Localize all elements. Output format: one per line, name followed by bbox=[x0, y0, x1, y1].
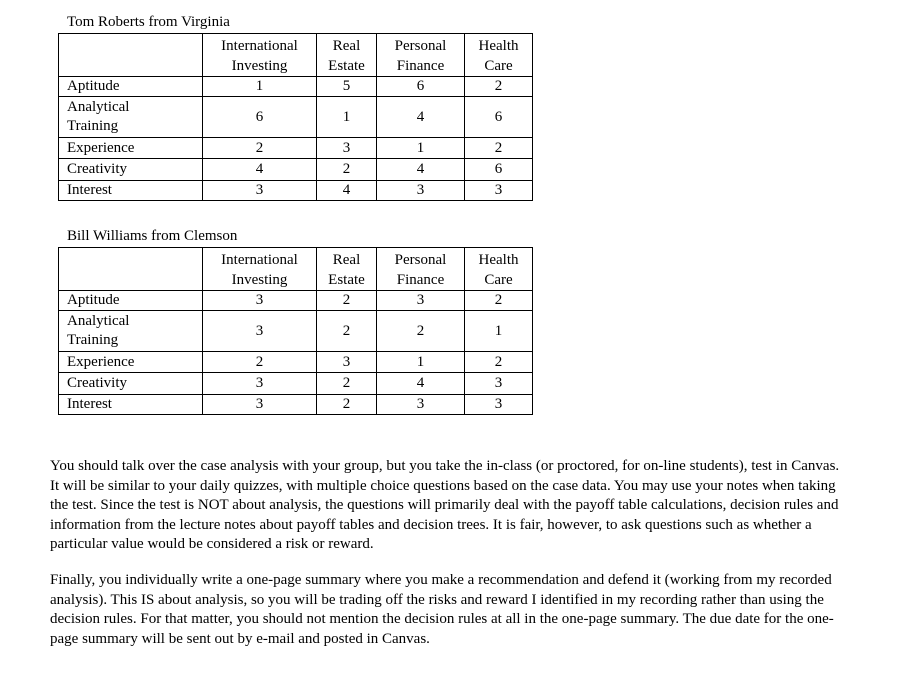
table-cell: 4 bbox=[377, 159, 465, 181]
table-cell: 3 bbox=[203, 181, 317, 201]
col-header-personal-finance: Personal Finance bbox=[377, 248, 465, 291]
table-cell: 6 bbox=[465, 97, 533, 138]
col-header-real-estate: Real Estate bbox=[317, 248, 377, 291]
table-cell: 2 bbox=[465, 77, 533, 97]
table-cell: 3 bbox=[465, 395, 533, 415]
row-label-creativity: Creativity bbox=[59, 159, 203, 181]
table-cell: 3 bbox=[377, 291, 465, 311]
instructions-paragraph-summary: Finally, you individually write a one-page summary where you make a recommendation and defend it (working from my recorded analysis). This IS about analysis, so you will be trading off the risks and reward I identified in my recording rather than using the decision rules. For that matter, you should not mention the decision rules at all in the one-page summary. The due date for the one-page summary will be sent out by e-mail and posted in Canvas. bbox=[50, 572, 834, 647]
col-header-international-investing: International Investing bbox=[203, 34, 317, 77]
col-header-personal-finance: Personal Finance bbox=[377, 34, 465, 77]
table-cell: 2 bbox=[317, 291, 377, 311]
row-label-experience: Experience bbox=[59, 138, 203, 159]
table-cell: 4 bbox=[203, 159, 317, 181]
table-cell: 3 bbox=[317, 352, 377, 373]
table-row bbox=[59, 181, 533, 201]
table-cell: 3 bbox=[203, 395, 317, 415]
table-cell: 2 bbox=[317, 159, 377, 181]
table2-caption: Bill Williams from Clemson bbox=[67, 228, 238, 244]
table-cell: 3 bbox=[465, 373, 533, 395]
row-label-aptitude: Aptitude bbox=[59, 291, 203, 311]
corner-cell bbox=[59, 34, 203, 77]
table-cell: 1 bbox=[377, 352, 465, 373]
table-cell: 3 bbox=[377, 395, 465, 415]
table1-caption: Tom Roberts from Virginia bbox=[67, 14, 230, 30]
table-cell: 3 bbox=[203, 291, 317, 311]
row-label-aptitude: Aptitude bbox=[59, 77, 203, 97]
table-cell: 3 bbox=[203, 311, 317, 352]
table-cell: 1 bbox=[317, 97, 377, 138]
instructions-paragraph-test: You should talk over the case analysis with your group, but you take the in-class (or proctored, for on-line students), test in Canvas. It will be similar to your daily quizzes, with multiple choice questions based on the case data. You may use your notes when taking the test. Since the test is NOT about analysis, the questions will primarily deal with the payoff table calculations, decision rules and information from the lecture notes about payoff tables and decision trees. It is fair, however, to ask questions such as whether a particular value would be considered a risk or reward. bbox=[50, 458, 840, 552]
table-row bbox=[59, 138, 533, 159]
table-cell: 2 bbox=[317, 311, 377, 352]
table-row bbox=[59, 395, 533, 415]
table-cell: 3 bbox=[203, 373, 317, 395]
table-cell: 2 bbox=[465, 138, 533, 159]
row-label-analytical-training: Analytical Training bbox=[59, 97, 203, 138]
table-cell: 4 bbox=[377, 373, 465, 395]
col-header-international-investing: International Investing bbox=[203, 248, 317, 291]
table-row bbox=[59, 373, 533, 395]
table-cell: 2 bbox=[203, 352, 317, 373]
table-cell: 1 bbox=[203, 77, 317, 97]
table-row bbox=[59, 291, 533, 311]
table-cell: 4 bbox=[317, 181, 377, 201]
table-cell: 2 bbox=[317, 373, 377, 395]
row-label-experience: Experience bbox=[59, 352, 203, 373]
payoff-table-tom bbox=[58, 33, 533, 201]
table-cell: 3 bbox=[377, 181, 465, 201]
table-cell: 2 bbox=[203, 138, 317, 159]
row-label-creativity: Creativity bbox=[59, 373, 203, 395]
table-row bbox=[59, 311, 533, 352]
table-cell: 2 bbox=[465, 291, 533, 311]
table-cell: 2 bbox=[465, 352, 533, 373]
table-cell: 6 bbox=[465, 159, 533, 181]
table-row bbox=[59, 97, 533, 138]
payoff-table-bill bbox=[58, 247, 533, 415]
table-row bbox=[59, 159, 533, 181]
col-header-real-estate: Real Estate bbox=[317, 34, 377, 77]
table-cell: 1 bbox=[465, 311, 533, 352]
table-row bbox=[59, 352, 533, 373]
table-cell: 3 bbox=[317, 138, 377, 159]
table-cell: 2 bbox=[377, 311, 465, 352]
table-cell: 2 bbox=[317, 395, 377, 415]
table-cell: 3 bbox=[465, 181, 533, 201]
table-cell: 6 bbox=[203, 97, 317, 138]
col-header-health-care: Health Care bbox=[465, 248, 533, 291]
corner-cell bbox=[59, 248, 203, 291]
table-cell: 1 bbox=[377, 138, 465, 159]
table-cell: 4 bbox=[377, 97, 465, 138]
col-header-health-care: Health Care bbox=[465, 34, 533, 77]
table-cell: 5 bbox=[317, 77, 377, 97]
table-row bbox=[59, 77, 533, 97]
row-label-interest: Interest bbox=[59, 395, 203, 415]
row-label-interest: Interest bbox=[59, 181, 203, 201]
row-label-analytical-training: Analytical Training bbox=[59, 311, 203, 352]
table-cell: 6 bbox=[377, 77, 465, 97]
